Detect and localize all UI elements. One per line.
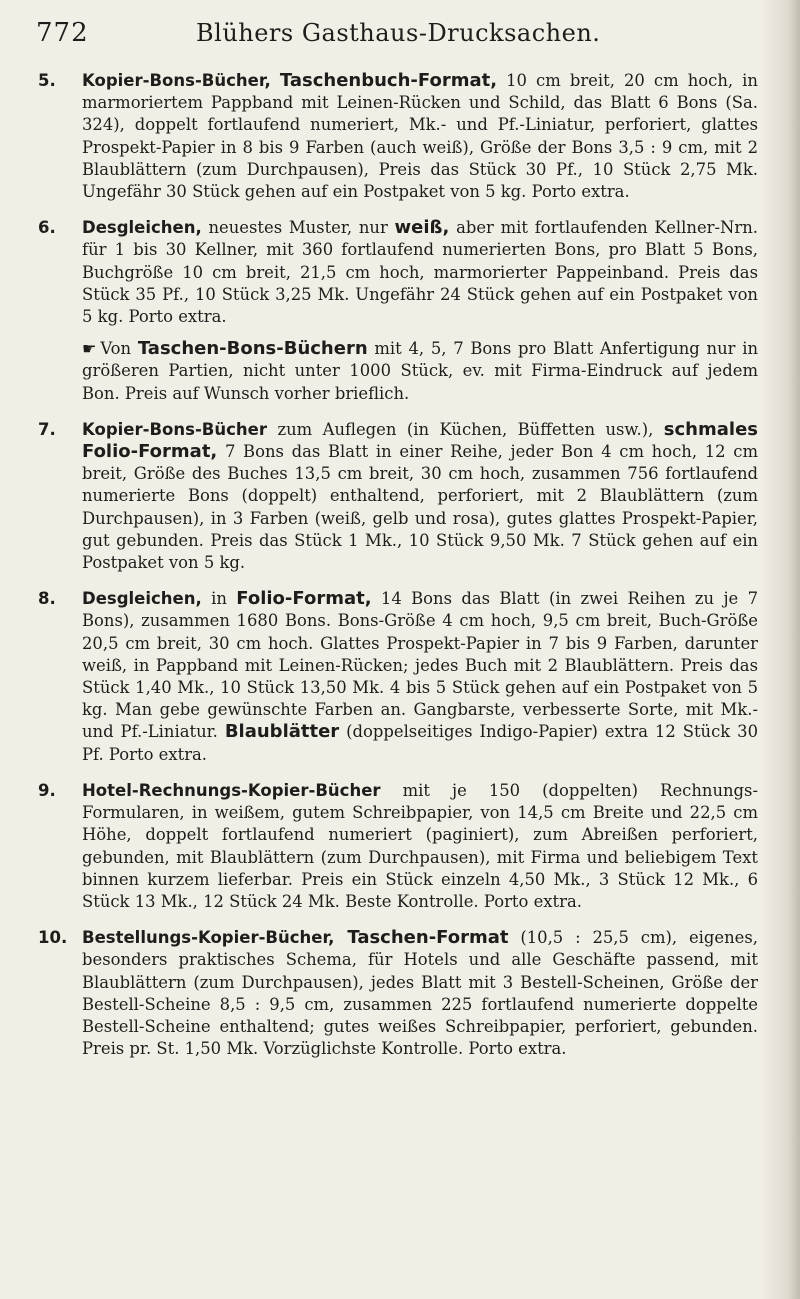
- entry-10: [38, 927, 758, 1060]
- entry-number: 5.: [38, 71, 56, 90]
- entry-format: Taschenbuch-Format,: [279, 70, 498, 91]
- entry-text: 10 cm breit, 20 cm hoch, in marmoriertem Pappband mit Leinen-Rücken und Schild, das Blatt 6 Bons (Sa. 324), doppelt fortlaufend numeriert, Mk.- und Pf.-Liniatur, perforiert, glattes Prospekt-Papier in 8 bis 9 Farben (auch weiß), Größe der Bons 3,5 : 9 cm, mit 2 Blaublättern (zum Durchpausen), Preis das Stück 30 Pf., 10 Stück 2,75 Mk. Ungefähr 30 Stück gehen auf ein Postpaket von 5 kg. Porto extra.: [82, 71, 758, 202]
- entry-text-before: neuestes Muster, nur: [201, 218, 395, 238]
- entry-text-after: (doppelseitiges Indigo-Papier) extra 12 Stück 30 Pf. Porto extra.: [82, 722, 758, 764]
- entry-lead: Desgleichen,: [82, 218, 202, 238]
- entry-9: [38, 780, 758, 913]
- note-highlight: Taschen-Bons-Büchern: [137, 338, 368, 360]
- running-head: Blühers Gasthaus-Drucksachen.: [196, 19, 601, 47]
- entry-format: Folio-Format,: [236, 588, 372, 610]
- entry-text-before: in: [201, 589, 237, 609]
- page-header: [36, 18, 736, 58]
- note-text: mit 4, 5, 7 Bons pro Blatt Anfertigung nur in größeren Partien, nicht unter 1000 Stück, ev. mit Firma-Eindruck auf jedem Bon. Preis auf Wunsch vorher brieflich.: [82, 339, 759, 403]
- entry-text: mit je 150 (doppelten) Rechnungs-Formularen, in weißem, gutem Schreibpapier, von 14,5 cm Breite und 22,5 cm Höhe, doppelt fortlaufend numeriert (paginiert), zum Abreißen perforiert, gebunden, mit Blaublättern (zum Durchpausen), mit Firma und beliebigem Text binnen kurzem lieferbar. Preis ein Stück einzeln 4,50 Mk., 3 Stück 12 Mk., 6 Stück 13 Mk., 12 Stück 24 Mk. Beste Kontrolle. Porto extra.: [82, 780, 758, 911]
- entry-lead: Bestellungs-Kopier-Bücher,: [82, 928, 335, 948]
- entry-text: 14 Bons das Blatt (in zwei Reihen zu je 7 Bons), zusammen 1680 Bons. Bons-Größe 4 cm hoch, 9,5 cm breit, Buch-Größe 20,5 cm breit, 30 cm hoch. Glattes Prospekt-Papier in 7 bis 9 Farben, darunter weiß, in Pappband mit Leinen-Rücken; jedes Buch mit 2 Blaublättern. Preis das Stück 1,40 Mk., 10 Stück 13,50 Mk. 4 bis 5 Stück gehen auf ein Postpaket von 5 kg. Man gebe gewünschte Farben an. Gangbarste, verbesserte Sorte, mit Mk.- und Pf.-Liniatur.: [82, 589, 759, 742]
- entry-8: [38, 588, 758, 766]
- entry-lead: Kopier-Bons-Bücher: [82, 419, 267, 439]
- entry-7: [38, 419, 758, 574]
- catalog-entries: [38, 70, 758, 1074]
- page-number: 772: [36, 18, 89, 48]
- entry-text-before: zum Auflegen (in Küchen, Büffetten usw.),: [266, 419, 664, 439]
- entry-text: (10,5 : 25,5 cm), eigenes, besonders praktisches Schema, für Hotels und alle Geschäfte passend, mit Blaublättern (zum Durchpausen), jedes Blatt mit 3 Bestell-Scheinen, Größe der Bestell-Scheine 8,5 : 9,5 cm, zusammen 225 fortlaufend numerierte doppelte Bestell-Scheine enthaltend; gutes weißes Schreibpapier, perforiert, gebunden. Preis pr. St. 1,50 Mk. Vorzüglichste Kontrolle. Porto extra.: [82, 928, 758, 1059]
- entry-highlight: weiß,: [394, 217, 450, 239]
- entry-number: 8.: [38, 589, 56, 609]
- entry-format: schmales Folio-Format,: [82, 418, 758, 463]
- entry-number: 10.: [38, 928, 68, 948]
- entry-5: [38, 70, 758, 203]
- page-edge-shadow: [760, 0, 800, 1299]
- entry-lead: Kopier-Bons-Bücher,: [82, 71, 271, 90]
- entry-format: Taschen-Format: [334, 927, 509, 949]
- entry-number: 7.: [38, 419, 56, 439]
- entry-highlight-blaublaetter: Blaublätter: [224, 721, 340, 743]
- taschen-bons-note: [38, 338, 758, 405]
- pointing-hand-icon: ☛: [82, 339, 97, 359]
- entry-number: 6.: [38, 218, 56, 238]
- entry-lead: Hotel-Rechnungs-Kopier-Bücher: [82, 780, 381, 800]
- entry-text: aber mit fortlaufenden Kellner-Nrn. für 1 bis 30 Kellner, mit 360 fortlaufend numerierten Bons, pro Blatt 5 Bons, Buchgröße 10 cm breit, 21,5 cm hoch, marmorierter Pappeinband. Preis das Stück 35 Pf., 10 Stück 3,25 Mk. Ungefähr 24 Stück gehen auf ein Postpaket von 5 kg. Porto extra.: [82, 218, 758, 327]
- entry-number: 9.: [38, 780, 56, 800]
- entry-lead: Desgleichen,: [82, 589, 202, 609]
- note-text-before: Von: [100, 339, 138, 359]
- entry-6: [38, 217, 758, 328]
- entry-text: 7 Bons das Blatt in einer Reihe, jeder Bon 4 cm hoch, 12 cm breit, Größe des Buches 13,5 cm breit, 30 cm hoch, zusammen 756 fortlaufend numerierte Bons (doppelt) enthaltend, perforiert, mit 2 Blaublättern (zum Durchpausen), in 3 Farben (weiß, gelb und rosa), gutes glattes Prospekt-Papier, gut gebunden. Preis das Stück 1 Mk., 10 Stück 9,50 Mk. 7 Stück gehen auf ein Postpaket von 5 kg.: [82, 442, 758, 573]
